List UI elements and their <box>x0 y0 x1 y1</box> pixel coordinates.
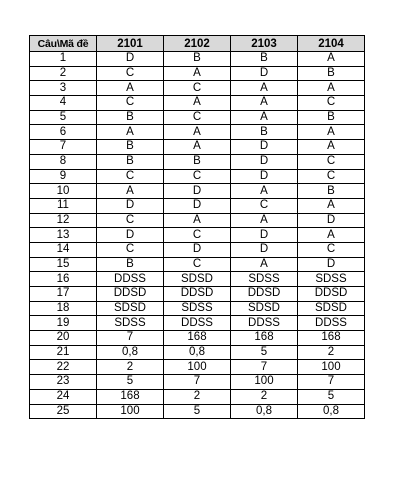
answer-cell: SDSD <box>231 301 298 316</box>
answer-cell: B <box>298 184 365 199</box>
question-number-cell: 1 <box>30 52 97 67</box>
answer-cell: 168 <box>164 331 231 346</box>
answer-cell: C <box>164 110 231 125</box>
question-number-cell: 19 <box>30 316 97 331</box>
answer-cell: 0,8 <box>164 345 231 360</box>
answer-cell: 2 <box>164 389 231 404</box>
answer-cell: 7 <box>164 375 231 390</box>
answer-cell: A <box>97 81 164 96</box>
table-body <box>30 52 365 419</box>
answer-cell: A <box>164 66 231 81</box>
answer-cell: D <box>231 66 298 81</box>
question-number-cell: 9 <box>30 169 97 184</box>
header-code-2104: 2104 <box>298 36 365 52</box>
answer-cell: A <box>164 140 231 155</box>
answer-cell: 2 <box>298 345 365 360</box>
answer-cell: 2 <box>231 389 298 404</box>
question-number-cell: 18 <box>30 301 97 316</box>
header-code-2101: 2101 <box>97 36 164 52</box>
answer-cell: SDSS <box>164 301 231 316</box>
answer-cell: B <box>164 154 231 169</box>
answer-cell: D <box>231 140 298 155</box>
table-row <box>30 110 365 125</box>
answer-cell: 7 <box>231 360 298 375</box>
answer-cell: A <box>231 184 298 199</box>
answer-cell: SDSD <box>298 301 365 316</box>
answer-cell: DDSD <box>231 287 298 302</box>
answer-cell: DDSD <box>97 287 164 302</box>
answer-cell: SDSS <box>97 316 164 331</box>
answer-cell: A <box>298 81 365 96</box>
answer-cell: DDSS <box>97 272 164 287</box>
answer-cell: 100 <box>164 360 231 375</box>
answer-cell: C <box>164 257 231 272</box>
answer-cell: C <box>97 242 164 257</box>
table-row <box>30 375 365 390</box>
table-row <box>30 228 365 243</box>
answer-cell: DDSD <box>164 287 231 302</box>
answer-cell: D <box>164 184 231 199</box>
table-row <box>30 184 365 199</box>
answer-cell: A <box>164 125 231 140</box>
answer-cell: SDSD <box>164 272 231 287</box>
answer-cell: A <box>164 96 231 111</box>
answer-cell: 7 <box>97 331 164 346</box>
answer-cell: C <box>97 213 164 228</box>
answer-cell: C <box>97 96 164 111</box>
question-number-cell: 24 <box>30 389 97 404</box>
answer-cell: DDSD <box>298 287 365 302</box>
answer-cell: B <box>164 52 231 67</box>
question-number-cell: 11 <box>30 198 97 213</box>
header-row <box>30 36 365 52</box>
answer-cell: D <box>298 257 365 272</box>
answer-cell: A <box>97 184 164 199</box>
answer-cell: A <box>231 96 298 111</box>
table-row <box>30 154 365 169</box>
answer-cell: A <box>298 228 365 243</box>
table-row <box>30 272 365 287</box>
answer-cell: 5 <box>164 404 231 419</box>
answer-cell: B <box>231 52 298 67</box>
answer-cell: B <box>97 140 164 155</box>
answer-cell: D <box>97 52 164 67</box>
answer-cell: DDSS <box>298 316 365 331</box>
answer-cell: C <box>164 169 231 184</box>
question-number-cell: 17 <box>30 287 97 302</box>
question-number-cell: 7 <box>30 140 97 155</box>
answer-cell: C <box>231 198 298 213</box>
answer-cell: C <box>164 81 231 96</box>
answer-cell: A <box>164 213 231 228</box>
answer-cell: C <box>164 228 231 243</box>
answer-cell: SDSS <box>231 272 298 287</box>
table-row <box>30 316 365 331</box>
answer-cell: A <box>97 125 164 140</box>
question-number-cell: 6 <box>30 125 97 140</box>
answer-cell: DDSS <box>231 316 298 331</box>
question-number-cell: 3 <box>30 81 97 96</box>
question-number-cell: 23 <box>30 375 97 390</box>
header-code-2103: 2103 <box>231 36 298 52</box>
answer-cell: B <box>97 257 164 272</box>
table-row <box>30 140 365 155</box>
question-number-cell: 10 <box>30 184 97 199</box>
header-question-code: Câu\Mã đề <box>30 36 97 52</box>
question-number-cell: 15 <box>30 257 97 272</box>
answer-cell: 7 <box>298 375 365 390</box>
answer-cell: 100 <box>231 375 298 390</box>
answer-cell: B <box>97 110 164 125</box>
answer-cell: A <box>231 213 298 228</box>
answer-cell: 0,8 <box>97 345 164 360</box>
answer-key-table <box>29 35 365 419</box>
question-number-cell: 2 <box>30 66 97 81</box>
answer-cell: D <box>97 198 164 213</box>
table-row <box>30 360 365 375</box>
answer-cell: 2 <box>97 360 164 375</box>
table-row <box>30 242 365 257</box>
answer-cell: A <box>298 198 365 213</box>
answer-cell: DDSS <box>164 316 231 331</box>
table-row <box>30 169 365 184</box>
answer-cell: 168 <box>231 331 298 346</box>
answer-cell: 100 <box>97 404 164 419</box>
table-row <box>30 198 365 213</box>
answer-cell: D <box>298 213 365 228</box>
table-row <box>30 52 365 67</box>
question-number-cell: 25 <box>30 404 97 419</box>
answer-cell: D <box>231 228 298 243</box>
answer-cell: 0,8 <box>298 404 365 419</box>
question-number-cell: 13 <box>30 228 97 243</box>
answer-cell: SDSD <box>97 301 164 316</box>
answer-cell: C <box>298 154 365 169</box>
question-number-cell: 22 <box>30 360 97 375</box>
answer-cell: B <box>231 125 298 140</box>
answer-cell: B <box>97 154 164 169</box>
answer-cell: D <box>97 228 164 243</box>
answer-cell: D <box>231 154 298 169</box>
answer-cell: C <box>298 169 365 184</box>
answer-cell: A <box>231 257 298 272</box>
answer-cell: C <box>97 169 164 184</box>
question-number-cell: 20 <box>30 331 97 346</box>
answer-cell: 5 <box>298 389 365 404</box>
table-row <box>30 66 365 81</box>
answer-cell: 5 <box>97 375 164 390</box>
question-number-cell: 16 <box>30 272 97 287</box>
table-row <box>30 345 365 360</box>
answer-cell: C <box>97 66 164 81</box>
question-number-cell: 14 <box>30 242 97 257</box>
answer-cell: 168 <box>97 389 164 404</box>
table-row <box>30 331 365 346</box>
answer-cell: 100 <box>298 360 365 375</box>
table-row <box>30 213 365 228</box>
question-number-cell: 5 <box>30 110 97 125</box>
answer-cell: A <box>298 52 365 67</box>
answer-cell: 5 <box>231 345 298 360</box>
answer-cell: A <box>231 81 298 96</box>
question-number-cell: 4 <box>30 96 97 111</box>
question-number-cell: 12 <box>30 213 97 228</box>
answer-cell: D <box>231 169 298 184</box>
answer-cell: 168 <box>298 331 365 346</box>
header-code-2102: 2102 <box>164 36 231 52</box>
table-row <box>30 96 365 111</box>
answer-cell: D <box>231 242 298 257</box>
question-number-cell: 8 <box>30 154 97 169</box>
table-row <box>30 389 365 404</box>
answer-cell: SDSS <box>298 272 365 287</box>
table-row <box>30 257 365 272</box>
answer-cell: B <box>298 110 365 125</box>
answer-cell: D <box>164 198 231 213</box>
table-row <box>30 301 365 316</box>
answer-cell: C <box>298 96 365 111</box>
table-row <box>30 287 365 302</box>
answer-cell: 0,8 <box>231 404 298 419</box>
question-number-cell: 21 <box>30 345 97 360</box>
answer-cell: A <box>231 110 298 125</box>
answer-cell: A <box>298 125 365 140</box>
table-row <box>30 125 365 140</box>
answer-cell: D <box>164 242 231 257</box>
table-row <box>30 81 365 96</box>
answer-cell: B <box>298 66 365 81</box>
answer-cell: A <box>298 140 365 155</box>
answer-cell: C <box>298 242 365 257</box>
table-row <box>30 404 365 419</box>
